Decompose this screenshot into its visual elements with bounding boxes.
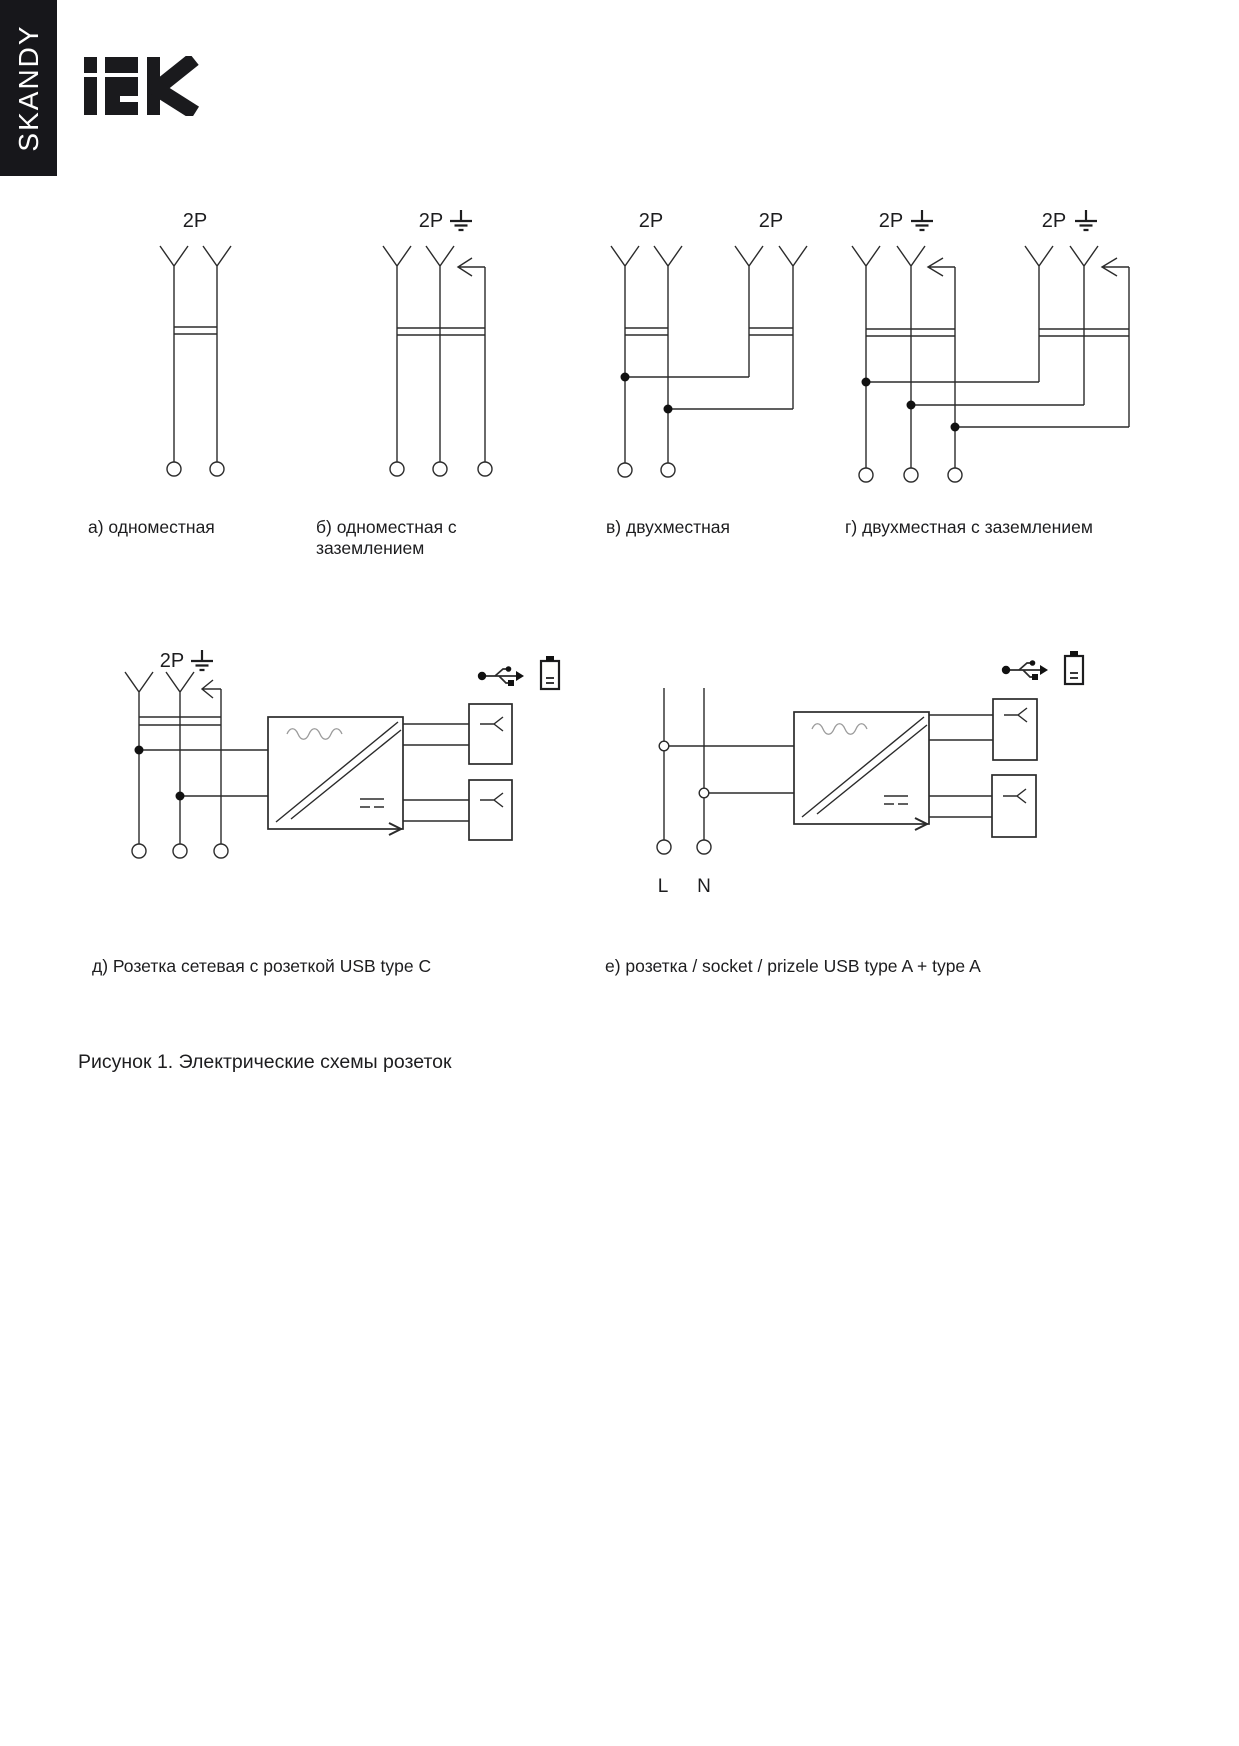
terminal-n-label: N	[697, 876, 711, 897]
socket-body-left	[625, 328, 668, 335]
dc-lines-icon	[884, 796, 908, 804]
terminal-circles	[618, 463, 675, 477]
usb-icon	[1002, 660, 1048, 680]
battery-icon	[541, 656, 559, 689]
ground-arrow-icon	[458, 258, 485, 276]
supply-lines	[664, 688, 704, 840]
ground-arrow-icon-left	[928, 258, 955, 276]
bridge-wires	[625, 377, 793, 463]
usb-port-box-top	[469, 704, 512, 764]
usb-port-box-bottom	[992, 775, 1036, 837]
junction-dots	[135, 746, 185, 801]
terminal-circles	[859, 468, 962, 482]
caption-b: б) одноместная с заземлением	[316, 517, 457, 558]
caption-a: а) одноместная	[88, 517, 215, 537]
ground-arrow-icon-right	[1102, 258, 1129, 276]
figure-caption: Рисунок 1. Электрические схемы розеток	[78, 1051, 452, 1073]
pole-label-right: 2P	[1041, 210, 1067, 232]
series-name: SKANDY	[12, 24, 44, 152]
caption-d: д) Розетка сетевая с розеткой USB type C	[92, 956, 432, 976]
battery-icon	[1065, 651, 1083, 684]
socket-pins-right	[1025, 246, 1098, 405]
terminal-l-label: L	[657, 876, 669, 897]
socket-pins	[383, 246, 454, 462]
socket-contact-icon	[480, 717, 503, 731]
terminal-circles	[132, 844, 228, 858]
ground-arrow-icon	[202, 680, 221, 698]
socket-pins	[125, 672, 194, 844]
ground-icon-right	[1075, 210, 1097, 230]
socket-pins-left	[852, 246, 925, 468]
pole-label: 2P	[418, 210, 444, 232]
caption-e: е) розетка / socket / prizele USB type A + type A	[605, 956, 981, 976]
ac-wave-icon	[287, 729, 342, 740]
pole-label-left: 2P	[638, 210, 664, 232]
socket-body-right	[749, 328, 793, 335]
caption-v: в) двухместная	[606, 517, 731, 537]
terminal-circles	[390, 462, 492, 476]
ground-icon	[191, 650, 213, 670]
socket-pins	[160, 246, 231, 462]
terminal-circles	[167, 462, 224, 476]
converter-diagonal	[802, 717, 927, 817]
output-wires	[929, 715, 993, 817]
socket-contact-icon	[1003, 789, 1026, 803]
pole-label: 2P	[159, 650, 185, 672]
socket-pins-left	[611, 246, 682, 463]
diagram-a-single-socket	[160, 210, 231, 476]
socket-contact-icon	[1004, 708, 1027, 722]
input-junction-circles	[659, 741, 709, 798]
diagram-d-socket-usb-type-c	[125, 650, 559, 858]
pole-label-right: 2P	[758, 210, 784, 232]
diagram-g-double-socket-grounded	[852, 210, 1129, 482]
converter-box	[268, 717, 403, 835]
usb-port-box-bottom	[469, 780, 512, 840]
output-wires	[403, 724, 469, 821]
diagram-v-double-socket	[611, 210, 807, 477]
dc-lines-icon	[360, 799, 384, 807]
bridge-wires	[664, 746, 794, 793]
ac-wave-icon	[812, 724, 867, 735]
socket-body	[174, 327, 217, 334]
ground-icon-left	[911, 210, 933, 230]
pole-label-left: 2P	[878, 210, 904, 232]
caption-g: г) двухместная с заземлением	[845, 517, 1093, 537]
terminal-circles	[657, 840, 711, 854]
socket-body	[397, 328, 485, 335]
converter-box	[794, 712, 929, 830]
usb-port-box-top	[993, 699, 1037, 760]
diagram-b-single-socket-grounded	[383, 210, 492, 476]
junction-dots	[621, 373, 673, 414]
usb-icon	[478, 666, 524, 686]
socket-contact-icon	[480, 793, 503, 807]
bridge-wires	[866, 382, 1129, 427]
ground-icon	[450, 210, 472, 230]
diagram-e-socket-usb-type-a	[657, 651, 1083, 897]
bridge-wires	[139, 750, 268, 796]
pole-label: 2P	[182, 210, 208, 232]
